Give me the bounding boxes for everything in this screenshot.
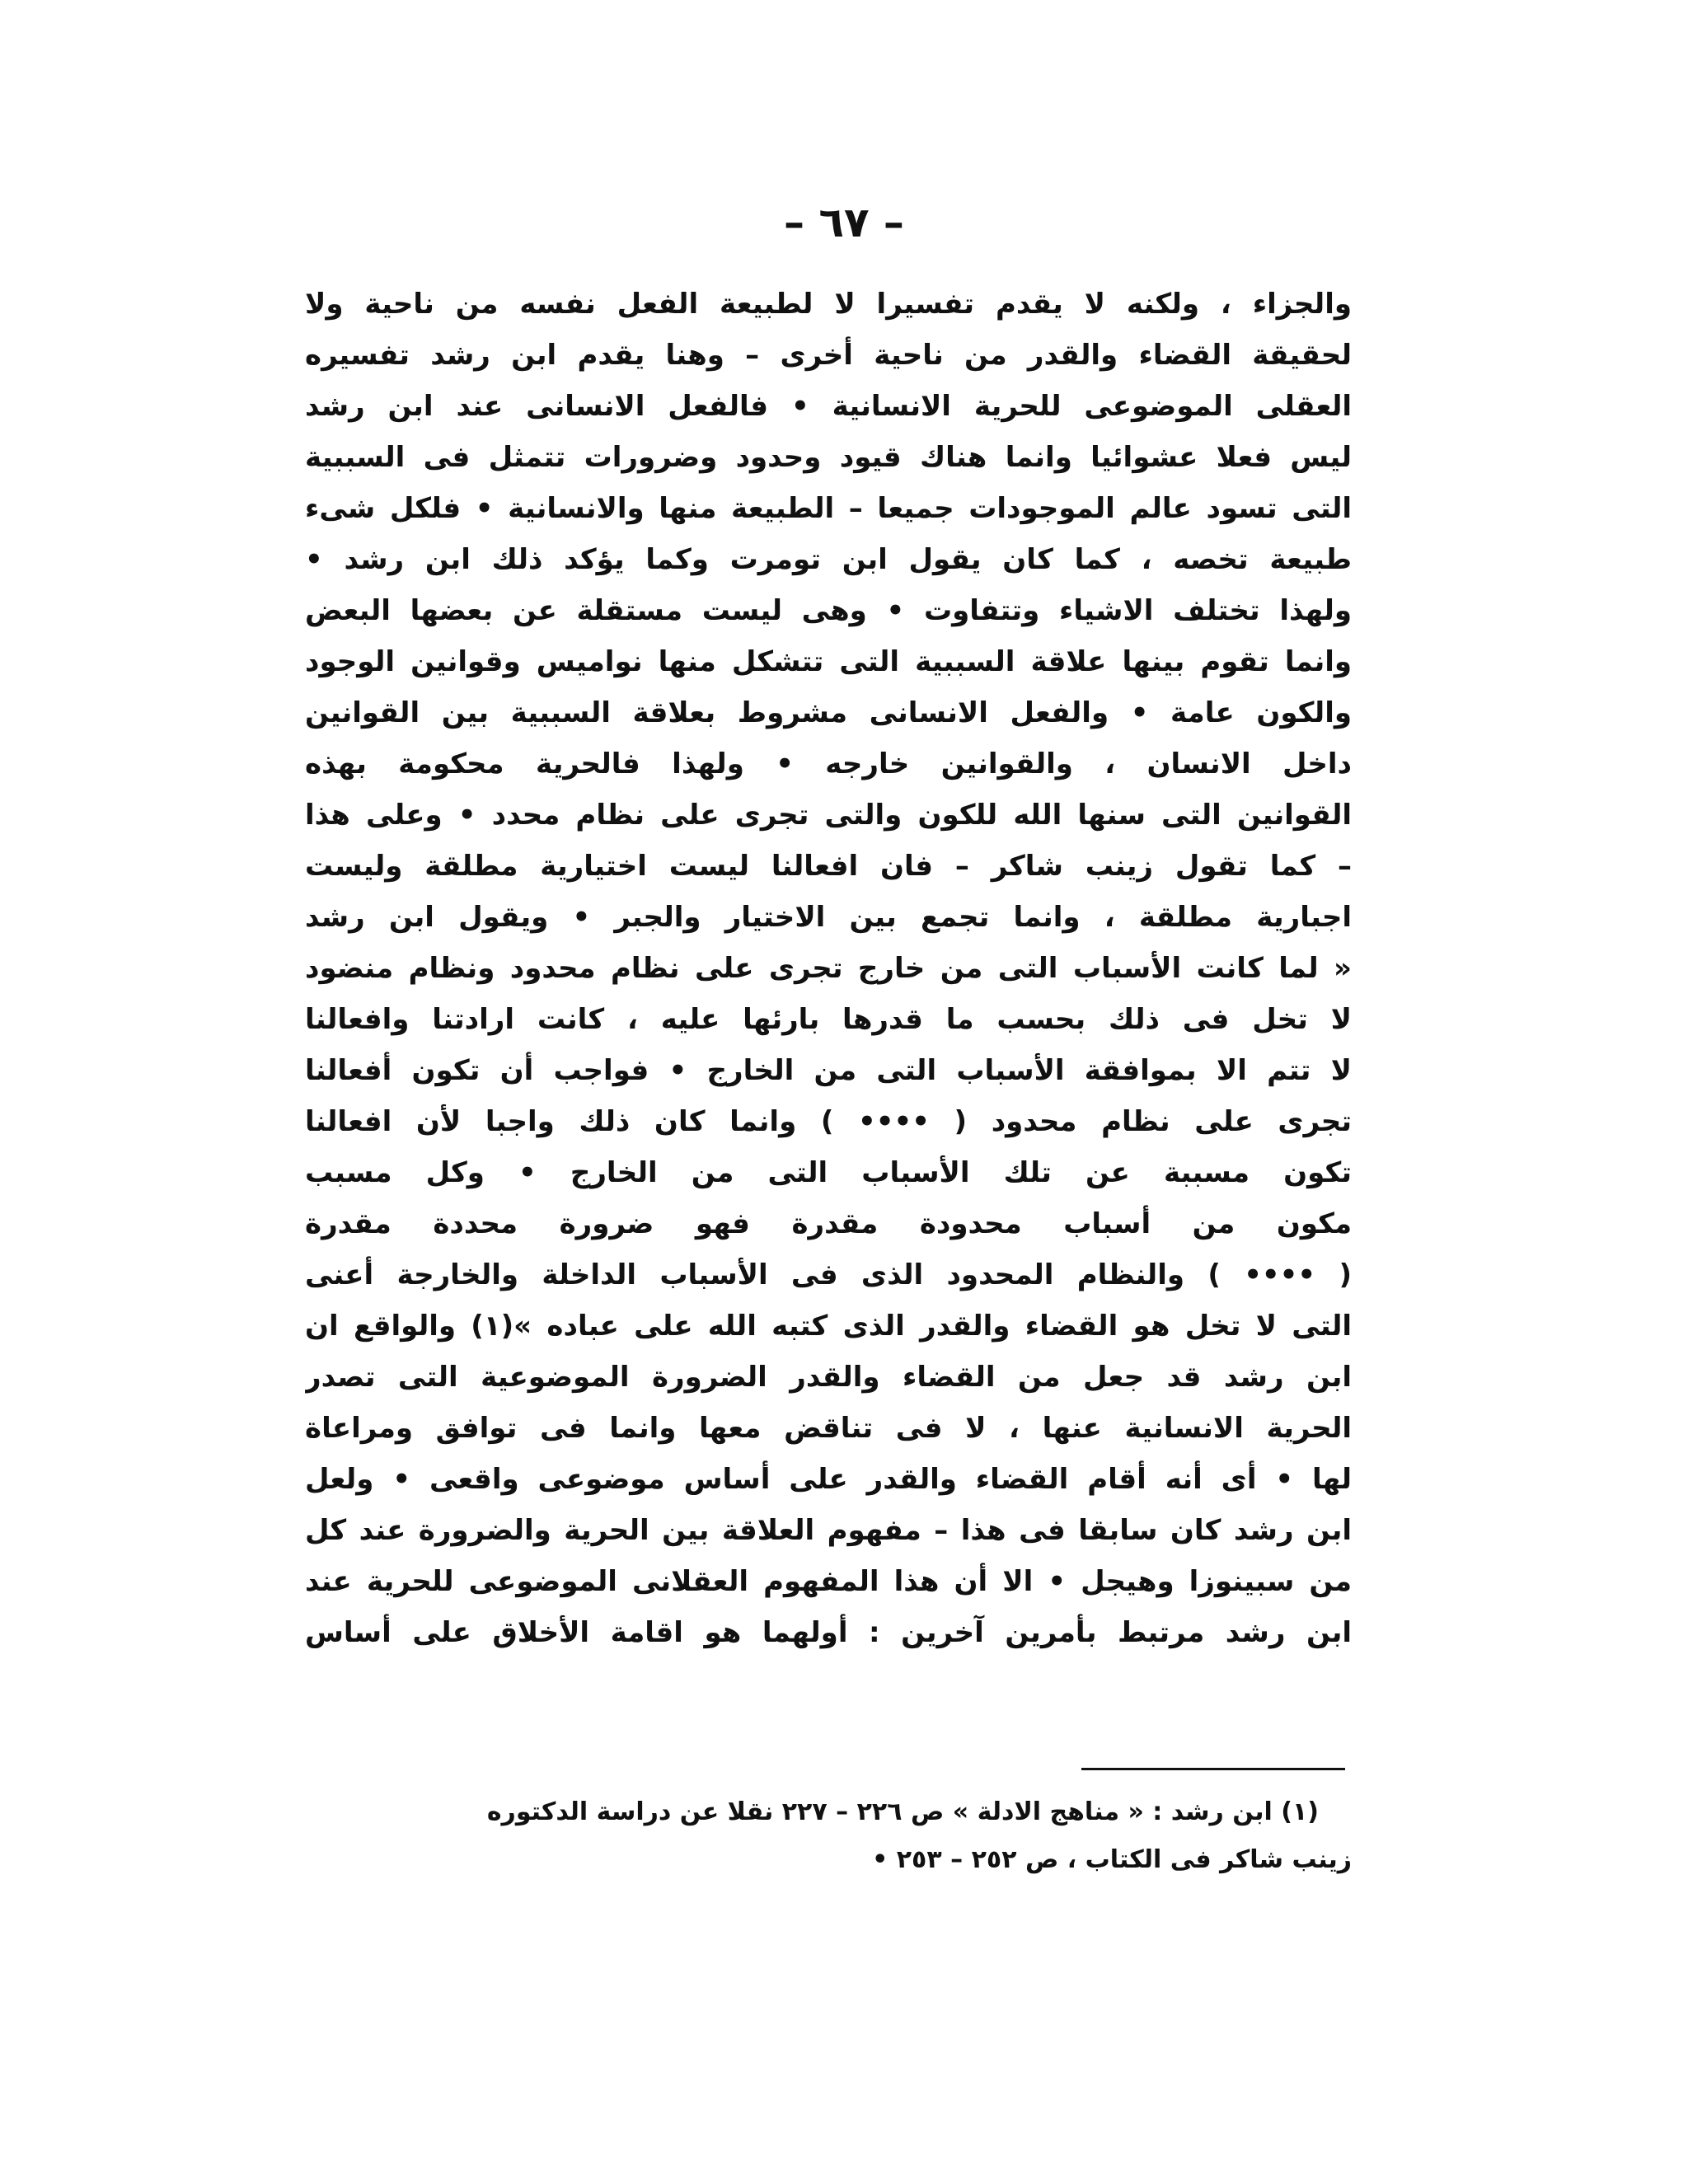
text-line: من سبينوزا وهيجل • الا أن هذا المفهوم العقلانى الموضوعى للحرية عند — [305, 1565, 1352, 1598]
text-line: القوانين التى سنها الله للكون والتى تجرى على نظام محدد • وعلى هذا — [305, 799, 1352, 832]
text-line: التى لا تخل هو القضاء والقدر الذى كتبه الله على عباده »(١) والواقع ان — [305, 1310, 1352, 1343]
text-line: ابن رشد مرتبط بأمرين آخرين : أولهما هو اقامة الأخلاق على أساس — [305, 1616, 1352, 1649]
text-line: داخل الانسان ، والقوانين خارجه • ولهذا فالحرية محكومة بهذه — [305, 748, 1352, 780]
quote-line: مكون من أسباب محدودة مقدرة فهو ضرورة محددة مقدرة — [305, 1207, 1352, 1240]
text-line: ولهذا تختلف الاشياء وتتفاوت • وهى ليست مستقلة عن بعضها البعض — [305, 594, 1352, 627]
footnotes — [305, 1788, 1352, 1884]
text-line: التى تسود عالم الموجودات جميعا – الطبيعة منها والانسانية • فلكل شىء — [305, 492, 1352, 525]
text-line: اجبارية مطلقة ، وانما تجمع بين الاختيار والجبر • ويقول ابن رشد — [305, 901, 1352, 934]
quote-line: تكون مسببة عن تلك الأسباب التى من الخارج • وكل مسبب — [305, 1156, 1352, 1189]
footnote-line: (١) ابن رشد : « مناهج الادلة » ص ٢٢٦ – ٢٢٧ نقلا عن دراسة الدكتوره — [486, 1797, 1319, 1826]
text-line: ابن رشد كان سابقا فى هذا – مفهوم العلاقة بين الحرية والضرورة عند كل — [305, 1514, 1352, 1547]
quote-line: ( •••• ) والنظام المحدود الذى فى الأسباب الداخلة والخارجة أعنى — [305, 1258, 1352, 1291]
text-line: ليس فعلا عشوائيا وانما هناك قيود وحدود وضرورات تتمثل فى السببية — [305, 441, 1352, 474]
text-line: لها • أى أنه أقام القضاء والقدر على أساس موضوعى واقعى • ولعل — [305, 1463, 1352, 1496]
text-line: والجزاء ، ولكنه لا يقدم تفسيرا لا لطبيعة الفعل نفسه من ناحية ولا — [305, 288, 1352, 321]
text-line: طبيعة تخصه ، كما كان يقول ابن تومرت وكما يؤكد ذلك ابن رشد • — [305, 543, 1352, 576]
text-line: – كما تقول زينب شاكر – فان افعالنا ليست اختيارية مطلقة وليست — [305, 850, 1352, 883]
body-text — [305, 279, 1352, 1658]
quote-line: « لما كانت الأسباب التى من خارج تجرى على نظام محدود ونظام منضود — [305, 952, 1352, 985]
text-line: العقلى الموضوعى للحرية الانسانية • فالفعل الانسانى عند ابن رشد — [305, 390, 1352, 423]
text-line: الحرية الانسانية عنها ، لا فى تناقض معها وانما فى توافق ومراعاة — [305, 1412, 1352, 1445]
text-line: ابن رشد قد جعل من القضاء والقدر الضرورة الموضوعية التى تصدر — [305, 1361, 1352, 1394]
footnote-line: زينب شاكر فى الكتاب ، ص ٢٥٢ – ٢٥٣ • — [872, 1845, 1352, 1874]
quote-line: لا تتم الا بموافقة الأسباب التى من الخارج • فواجب أن تكون أفعالنا — [305, 1054, 1352, 1087]
text-line: وانما تقوم بينها علاقة السببية التى تتشكل منها نواميس وقوانين الوجود — [305, 645, 1352, 678]
text-line: لحقيقة القضاء والقدر من ناحية أخرى – وهنا يقدم ابن رشد تفسيره — [305, 339, 1352, 372]
page-number: – ٦٧ – — [784, 199, 904, 246]
quote-line: تجرى على نظام محدود ( •••• ) وانما كان ذلك واجبا لأن افعالنا — [305, 1105, 1352, 1138]
footnote-divider — [1081, 1768, 1345, 1770]
quote-line: لا تخل فى ذلك بحسب ما قدرها بارئها عليه ، كانت ارادتنا وافعالنا — [305, 1003, 1352, 1036]
text-line: والكون عامة • والفعل الانسانى مشروط بعلاقة السببية بين القوانين — [305, 696, 1352, 729]
